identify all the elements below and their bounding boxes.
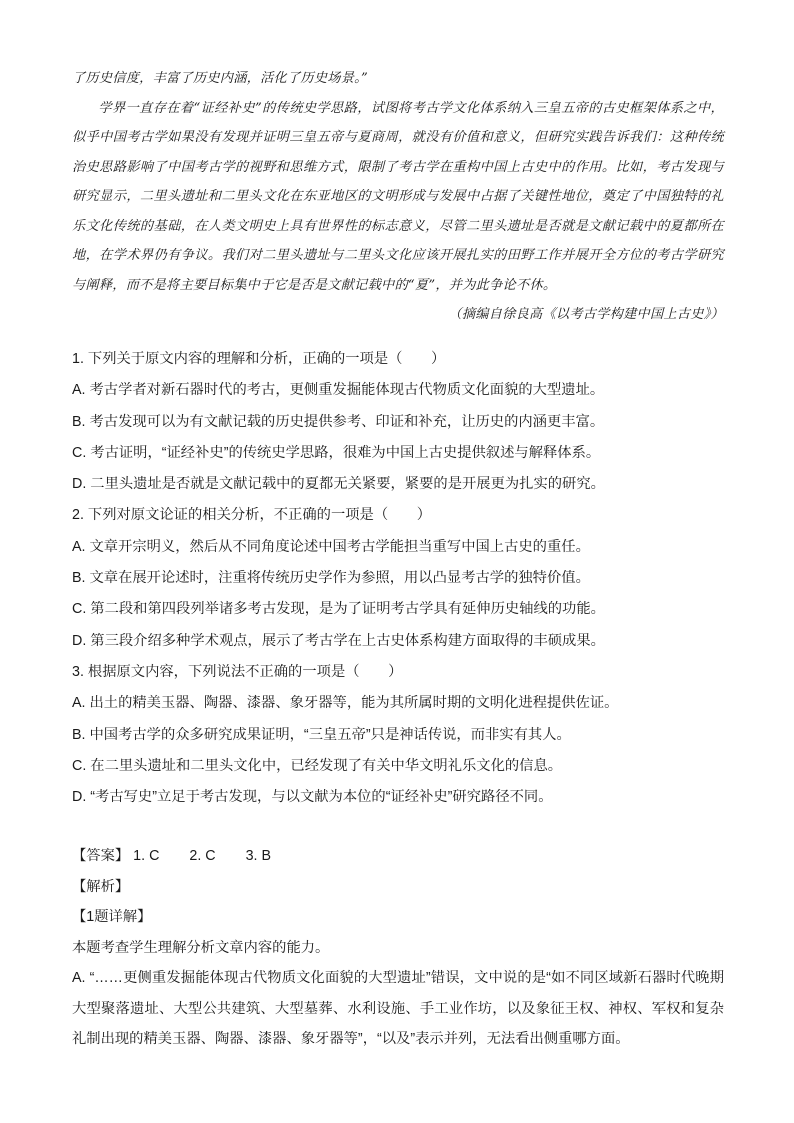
answers-section [72, 841, 724, 1055]
question-3-option-d: D. “考古写史”立足于考古发现，与以文献为本位的“证经补史”研究路径不同。 [72, 789, 553, 806]
passage-line-continuation: 了历史信度，丰富了历史内涵，活化了历史场景。” [72, 71, 369, 86]
question-2-option-b: B. 文章在展开论述时，注重将传统历史学作为参照，用以凸显考古学的独特价值。 [72, 570, 590, 587]
answer-tag: 【答案】 [72, 848, 130, 864]
question-1-stem: 1. 下列关于原文内容的理解和分析，正确的一项是（ ） [72, 351, 446, 367]
question-2-option-a: A. 文章开宗明义，然后从不同角度论述中国考古学能担当重写中国上古史的重任。 [72, 538, 590, 555]
passage-paragraph: 学界一直存在着“证经补史”的传统史学思路，试图将考古学文化体系纳入三皇五帝的古史框架体系之中，似乎中国考古学如果没有发现并证明三皇五帝与夏商周，就没有价值和意义，但研究实践告诉我们：这种传统治史思路影响了中国考古学的视野和思维方式，限制了考古学在重构中国上古史中的作用。比如，考古发现与研究显示，二里头遗址和二里头文化在东亚地区的文明形成与发展中占据了关键性地位，奠定了中国独特的礼乐文化传统的基础，在人类文明史上具有世界性的标志意义，尽管二里头遗址是否就是文献记载中的夏都所在地，在学术界仍有争议。我们对二里头遗址与二里头文化应该开展扎实的田野工作并展开全方位的考古学研究与阐释，而不是将主要目标集中于它是否是文献记载中的“夏”，并为此争论不休。 [72, 100, 724, 293]
question-3-option-c: C. 在二里头遗址和二里头文化中，已经发现了有关中华文明礼乐文化的信息。 [72, 757, 563, 774]
analysis-option-a: A. “……更侧重发掘能体现古代物质文化面貌的大型遗址”错误，文中说的是“如不同区域新石器时代晚期大型聚落遗址、大型公共建筑、大型墓葬、水利设施、手工业作坊，以及象征王权、神权、军权和复杂礼制出现的精美玉器、陶器、漆器、象牙器等”，“以及”表示并列，无法看出侧重哪方面。 [72, 970, 724, 1047]
analysis-intro: 本题考查学生理解分析文章内容的能力。 [72, 939, 330, 956]
passage-text [72, 64, 724, 330]
answer-key-1: 1. C [133, 848, 160, 864]
question-3-stem: 3. 根据原文内容，下列说法不正确的一项是（ ） [72, 663, 403, 680]
question-3-option-a: A. 出土的精美玉器、陶器、漆器、象牙器等，能为其所属时期的文明化进程提供佐证。 [72, 695, 619, 712]
question-1-option-c: C. 考古证明，“证经补史”的传统史学思路，很难为中国上古史提供叙述与解释体系。 [72, 444, 601, 461]
question-2-option-c: C. 第二段和第四段列举诸多考古发现，是为了证明考古学具有延伸历史轴线的功能。 [72, 601, 605, 618]
question-2-stem: 2. 下列对原文论证的相关分析，不正确的一项是（ ） [72, 507, 432, 524]
question-2-option-d: D. 第三段介绍多种学术观点，展示了考古学在上古史体系构建方面取得的丰硕成果。 [72, 632, 605, 649]
question-3-option-b: B. 中国考古学的众多研究成果证明，“三皇五帝”只是神话传说，而非实有其人。 [72, 726, 571, 743]
question-1-option-b: B. 考古发现可以为有文献记载的历史提供参考、印证和补充，让历史的内涵更丰富。 [72, 413, 605, 430]
answer-key-3: 3. B [245, 848, 272, 864]
passage-source: （摘编自徐良高《以考古学构建中国上古史》） [448, 307, 724, 322]
question-1-option-a: A. 考古学者对新石器时代的考古，更侧重发掘能体现古代物质文化面貌的大型遗址。 [72, 382, 605, 399]
question-1-option-d: D. 二里头遗址是否就是文献记载中的夏都无关紧要，紧要的是开展更为扎实的研究。 [72, 476, 605, 493]
answer-key-line [72, 841, 724, 872]
questions-section [72, 344, 724, 813]
answer-key-2: 2. C [189, 848, 216, 864]
detail-tag: 【1题详解】 [72, 909, 152, 925]
analysis-tag: 【解析】 [72, 878, 130, 895]
